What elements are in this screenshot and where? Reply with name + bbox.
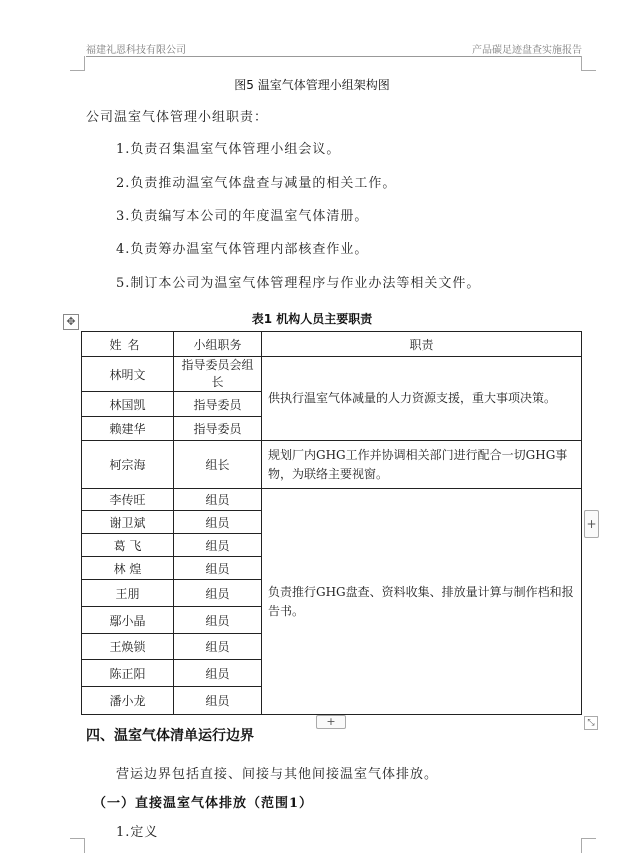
duty-item: 3.负责编写本公司的年度温室气体清册。 [116,209,369,224]
member-name: 李传旺 [82,489,174,511]
member-name: 葛 飞 [82,534,174,557]
member-name: 林明文 [82,357,174,392]
member-role: 指导委员 [174,392,262,417]
member-role: 组长 [174,441,262,489]
definition-label: 1.定义 [116,825,159,840]
member-name: 林国凯 [82,392,174,417]
member-name: 柯宗海 [82,441,174,489]
responsibility-cell: 供执行温室气体减量的人力资源支援，重大事项决策。 [262,357,582,441]
column-header-name: 姓名 [82,332,174,357]
table-caption: 表1 机构人员主要职责 [251,312,373,326]
section-heading: 四、温室气体清单运行边界 [86,728,254,744]
duties-intro: 公司温室气体管理小组职责： [86,110,269,125]
member-name: 王朋 [82,580,174,607]
member-role: 组员 [174,660,262,687]
header-rule [86,56,582,57]
member-name: 谢卫斌 [82,511,174,534]
member-name: 陈正阳 [82,660,174,687]
member-name: 王焕锁 [82,634,174,660]
member-role: 指导委员会组长 [174,357,262,392]
add-row-button[interactable]: + [316,715,346,729]
responsibility-cell: 规划厂内GHG工作并协调相关部门进行配合一切GHG事物，为联络主要视窗。 [262,441,582,489]
column-header-role: 小组职务 [174,332,262,357]
crop-mark-top-left [70,56,85,71]
duty-item: 1.负责召集温室气体管理小组会议。 [116,142,341,157]
member-name: 赖建华 [82,417,174,441]
member-role: 组员 [174,534,262,557]
add-column-button[interactable]: + [584,510,599,538]
operating-boundary-text: 营运边界包括直接、间接与其他间接温室气体排放。 [116,767,439,782]
responsibility-cell: 负责推行GHG盘查、资料收集、排放量计算与制作档和报告书。 [262,489,582,715]
member-role: 指导委员 [174,417,262,441]
crop-mark-bottom-right [581,838,596,853]
column-header-responsibility: 职责 [262,332,582,357]
member-role: 组员 [174,511,262,534]
crop-mark-bottom-left [70,838,85,853]
table-row [82,441,582,489]
duty-item: 4.负责筹办温室气体管理内部核查作业。 [116,242,369,257]
table-resize-handle-icon[interactable]: ⤡ [584,716,598,730]
member-role: 组员 [174,634,262,660]
table-row [82,357,582,392]
table-header-row [82,332,582,357]
roles-table [81,331,582,715]
member-role: 组员 [174,489,262,511]
member-role: 组员 [174,607,262,634]
crop-mark-top-right [581,56,596,71]
member-name: 林 煌 [82,557,174,580]
member-role: 组员 [174,580,262,607]
header-report-title: 产品碳足迹盘查实施报告 [472,45,582,56]
figure-caption: 图5 温室气体管理小组架构图 [234,78,390,92]
member-name: 潘小龙 [82,687,174,715]
member-role: 组员 [174,557,262,580]
table-row [82,489,582,511]
table-move-handle-icon[interactable]: ✥ [63,314,79,330]
member-name: 鄢小晶 [82,607,174,634]
duty-item: 5.制订本公司为温室气体管理程序与作业办法等相关文件。 [116,276,481,291]
header-company: 福建礼恩科技有限公司 [86,45,186,56]
subsection-heading: （一）直接温室气体排放（范围1） [93,796,314,811]
member-role: 组员 [174,687,262,715]
duty-item: 2.负责推动温室气体盘查与减量的相关工作。 [116,176,397,191]
